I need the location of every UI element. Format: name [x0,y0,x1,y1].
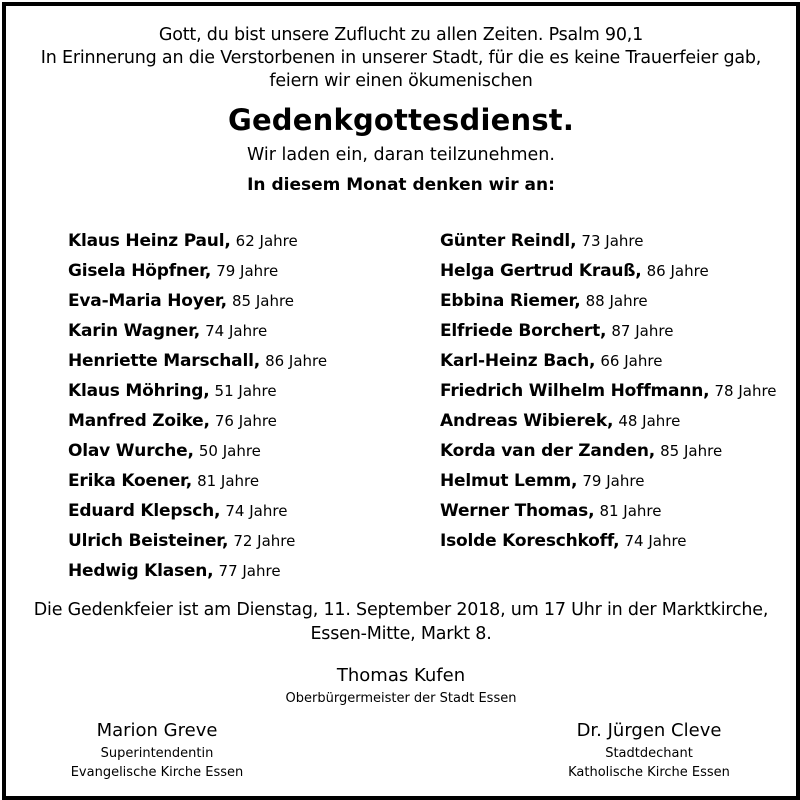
notice-title: Gedenkgottesdienst. [227,103,575,137]
list-item [68,346,327,376]
invitation-text: Wir laden ein, daran teilzunehmen. [247,145,555,165]
signatory-organization: Evangelische Kirche Essen [70,765,244,780]
names-column-left [68,226,327,586]
person-name: Karl-Heinz Bach, [440,351,596,371]
person-age: 79 Jahre [216,262,279,280]
person-name: Eva-Maria Hoyer, [68,291,227,311]
person-age: 48 Jahre [618,412,681,430]
person-age: 81 Jahre [599,502,662,520]
person-age: 87 Jahre [611,322,674,340]
list-item [68,316,327,346]
list-item [68,256,327,286]
person-name: Gisela Höpfner, [68,261,212,281]
person-name: Klaus Möhring, [68,381,210,401]
names-column-right [440,226,777,556]
person-age: 86 Jahre [646,262,709,280]
person-name: Henriette Marschall, [68,351,260,371]
list-item [440,256,777,286]
list-item [68,286,327,316]
person-age: 78 Jahre [714,382,777,400]
person-name: Olav Wurche, [68,441,194,461]
signatory-name: Thomas Kufen [336,665,466,686]
list-item [440,406,777,436]
person-name: Ulrich Beisteiner, [68,531,229,551]
person-name: Helga Gertrud Krauß, [440,261,642,281]
person-name: Ebbina Riemer, [440,291,581,311]
event-date-line: Die Gedenkfeier ist am Dienstag, 11. September 2018, um 17 Uhr in der Marktkirche, [33,600,769,620]
list-item [68,526,327,556]
list-item [440,436,777,466]
signatory-superintendent [42,718,272,782]
person-name: Eduard Klepsch, [68,501,221,521]
list-item [440,226,777,256]
ecumenical-line: feiern wir einen ökumenischen [269,71,533,91]
signatory-name: Marion Greve [96,720,218,741]
person-name: Elfriede Borchert, [440,321,607,341]
signatory-organization: Katholische Kirche Essen [568,765,730,780]
person-age: 85 Jahre [660,442,723,460]
notice-header [6,24,796,197]
event-details [6,598,796,646]
list-subheading: In diesem Monat denken wir an: [247,175,555,195]
person-name: Friedrich Wilhelm Hoffmann, [440,381,710,401]
person-age: 62 Jahre [235,232,298,250]
list-item [68,226,327,256]
person-age: 76 Jahre [214,412,277,430]
person-name: Erika Koener, [68,471,192,491]
list-item [440,346,777,376]
signatory-dean [534,718,764,782]
list-item [440,376,777,406]
person-age: 74 Jahre [205,322,268,340]
signatory-name: Dr. Jürgen Cleve [576,720,722,741]
person-age: 74 Jahre [624,532,687,550]
event-location-line: Essen-Mitte, Markt 8. [310,624,492,644]
person-age: 72 Jahre [233,532,296,550]
psalm-line: Gott, du bist unsere Zuflucht zu allen Zeiten. Psalm 90,1 [158,25,644,45]
list-item [440,316,777,346]
list-item [68,496,327,526]
person-age: 81 Jahre [197,472,260,490]
person-name: Manfred Zoike, [68,411,210,431]
person-age: 77 Jahre [218,562,281,580]
person-name: Andreas Wibierek, [440,411,614,431]
notice-frame [2,2,800,800]
list-item [68,436,327,466]
person-name: Helmut Lemm, [440,471,578,491]
person-age: 85 Jahre [231,292,295,310]
person-name: Hedwig Klasen, [68,561,214,581]
person-name: Werner Thomas, [440,501,595,521]
list-item [68,376,327,406]
list-item [68,466,327,496]
signatory-role: Stadtdechant [605,746,693,761]
signatory-role: Superintendentin [100,746,214,761]
remembrance-line: In Erinnerung an die Verstorbenen in unserer Stadt, für die es keine Trauerfeier gab, [40,48,762,68]
signatory-role: Oberbürgermeister der Stadt Essen [285,691,517,706]
person-name: Günter Reindl, [440,231,577,251]
list-item [68,406,327,436]
person-name: Isolde Koreschkoff, [440,531,620,551]
list-item [68,556,327,586]
person-age: 74 Jahre [225,502,288,520]
person-age: 51 Jahre [214,382,277,400]
person-age: 66 Jahre [600,352,663,370]
person-age: 73 Jahre [581,232,644,250]
person-age: 79 Jahre [582,472,645,490]
person-name: Korda van der Zanden, [440,441,656,461]
person-name: Karin Wagner, [68,321,201,341]
signatory-mayor [6,663,796,708]
list-item [440,526,777,556]
list-item [440,496,777,526]
person-name: Klaus Heinz Paul, [68,231,231,251]
person-age: 50 Jahre [198,442,261,460]
person-age: 86 Jahre [265,352,328,370]
person-age: 88 Jahre [585,292,648,310]
list-item [440,286,777,316]
list-item [440,466,777,496]
